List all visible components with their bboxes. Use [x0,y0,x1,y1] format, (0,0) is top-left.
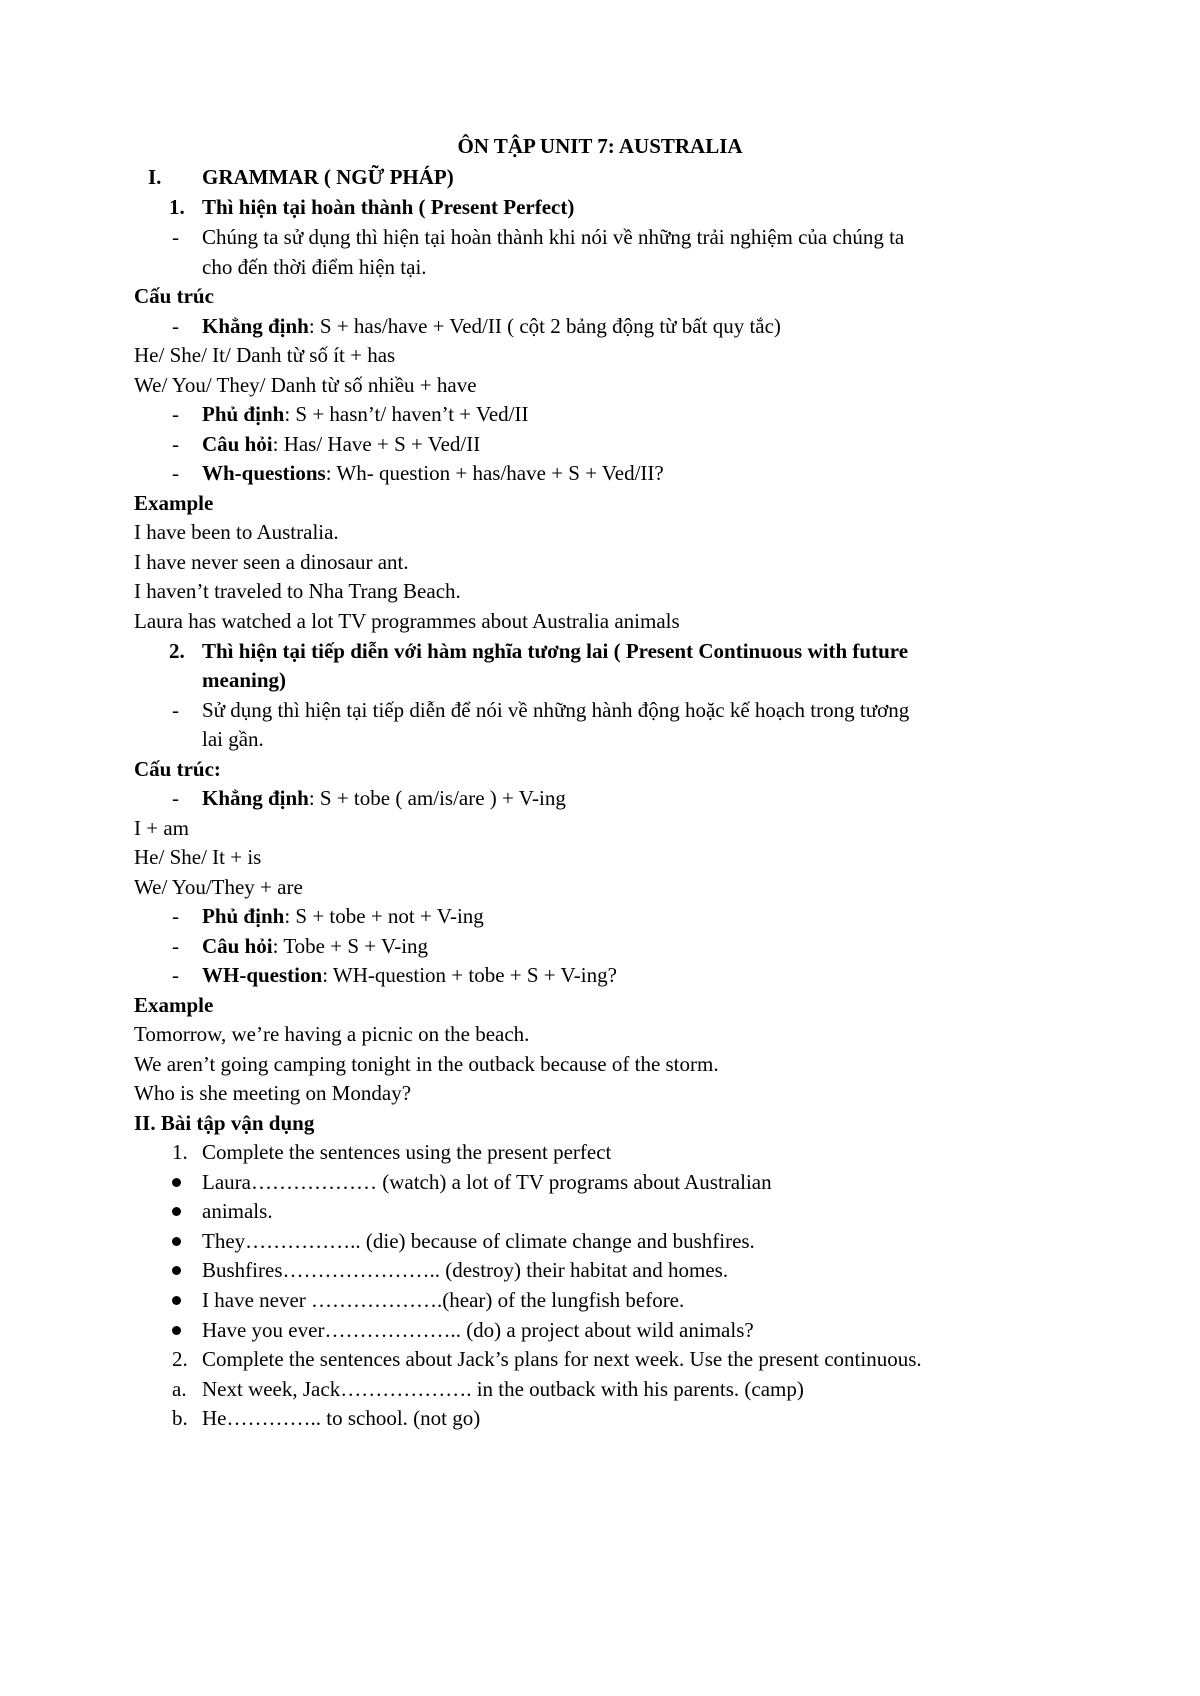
example-sentence: Laura has watched a lot TV programmes about Australia animals [134,609,680,633]
dash-marker: - [172,314,179,338]
dash-marker: - [172,934,179,958]
affirmative-formula: : S + has/have + Ved/II ( cột 2 bảng động từ bất quy tắc) [308,314,781,338]
affirmative-formula: : S + tobe ( am/is/are ) + V-ing [308,786,566,810]
bullet-icon [172,1326,181,1335]
dash-marker: - [172,432,179,456]
item-title-continued: meaning) [202,668,286,692]
subject-line: He/ She/ It/ Danh từ số ít + has [134,343,396,367]
exercise-number: 2. [172,1347,188,1371]
example-sentence: Tomorrow, we’re having a picnic on the beach. [134,1022,530,1046]
affirmative-label: Khẳng định [202,786,309,810]
bullet-icon [172,1178,181,1187]
usage-text: Sử dụng thì hiện tại tiếp diễn để nói về những hành động hoặc kế hoạch trong tương [202,698,910,722]
example-sentence: I haven’t traveled to Nha Trang Beach. [134,579,461,603]
instruction-text: Complete the sentences about Jack’s plans for next week. Use the present continuous. [202,1347,922,1371]
bullet-icon [172,1207,181,1216]
exercise-item-text: Laura……………… (watch) a lot of TV programs about Australian [202,1170,772,1194]
dash-marker: - [172,402,179,426]
structure-label: Cấu trúc [134,284,214,308]
item-letter: a. [172,1377,187,1401]
exercise-item-text: Bushfires………………….. (destroy) their habitat and homes. [202,1258,729,1282]
dash-marker: - [172,698,179,722]
subject-line: He/ She/ It + is [134,845,262,869]
example-sentence: I have been to Australia. [134,520,339,544]
item-number: 2. [169,639,185,663]
instruction-text: Complete the sentences using the present perfect [202,1140,612,1164]
bullet-icon [172,1296,181,1305]
exercise-item-text: animals. [202,1199,273,1223]
example-sentence: Who is she meeting on Monday? [134,1081,412,1105]
page-title: ÔN TẬP UNIT 7: AUSTRALIA [457,134,743,158]
usage-text: Chúng ta sử dụng thì hiện tại hoàn thành khi nói về những trải nghiệm của chúng ta [202,225,905,249]
item-title: Thì hiện tại tiếp diễn với hàm nghĩa tương lai ( Present Continuous with future [202,639,909,663]
wh-question-formula: : WH-question + tobe + S + V-ing? [322,963,617,987]
item-title: Thì hiện tại hoàn thành ( Present Perfect) [202,195,575,219]
dash-marker: - [172,963,179,987]
example-sentence: We aren’t going camping tonight in the outback because of the storm. [134,1052,719,1076]
question-label: Câu hỏi [202,432,273,456]
usage-line-continued: cho đến thời điểm hiện tại. [202,255,427,279]
affirmative-label: Khẳng định [202,314,309,338]
dash-marker: - [172,786,179,810]
negative-label: Phủ định [202,904,285,928]
negative-formula: : S + tobe + not + V-ing [284,904,484,928]
subject-line: We/ You/ They/ Danh từ số nhiều + have [134,373,477,397]
wh-question-formula: : Wh- question + has/have + S + Ved/II? [325,461,664,485]
bullet-icon [172,1237,181,1246]
wh-question-label: WH-question [202,963,323,987]
example-sentence: I have never seen a dinosaur ant. [134,550,409,574]
question-label: Câu hỏi [202,934,273,958]
item-letter: b. [172,1406,188,1430]
example-label: Example [134,491,214,515]
question-formula: : Has/ Have + S + Ved/II [272,432,481,456]
item-number: 1. [169,195,185,219]
subject-line: I + am [134,816,189,840]
structure-label: Cấu trúc: [134,757,221,781]
negative-label: Phủ định [202,402,285,426]
wh-question-label: Wh-questions [202,461,326,485]
section-title: GRAMMAR ( NGỮ PHÁP) [202,165,454,189]
dash-marker: - [172,904,179,928]
usage-line-continued: lai gần. [202,727,264,751]
bullet-icon [172,1266,181,1275]
exercise-item-text: I have never ……………….(hear) of the lungfish before. [202,1288,685,1312]
exercise-item-text: Next week, Jack………………. in the outback with his parents. (camp) [202,1377,804,1401]
exercise-number: 1. [172,1140,188,1164]
question-formula: : Tobe + S + V-ing [272,934,429,958]
dash-marker: - [172,225,179,249]
exercise-item-text: He………….. to school. (not go) [202,1406,481,1430]
exercise-item-text: Have you ever……………….. (do) a project about wild animals? [202,1318,754,1342]
negative-formula: : S + hasn’t/ haven’t + Ved/II [284,402,529,426]
section-exercises-heading: II. Bài tập vận dụng [134,1111,315,1135]
exercise-item-text: They…………….. (die) because of climate change and bushfires. [202,1229,755,1253]
section-numeral: I. [148,165,162,189]
example-label: Example [134,993,214,1017]
dash-marker: - [172,461,179,485]
subject-line: We/ You/They + are [134,875,303,899]
